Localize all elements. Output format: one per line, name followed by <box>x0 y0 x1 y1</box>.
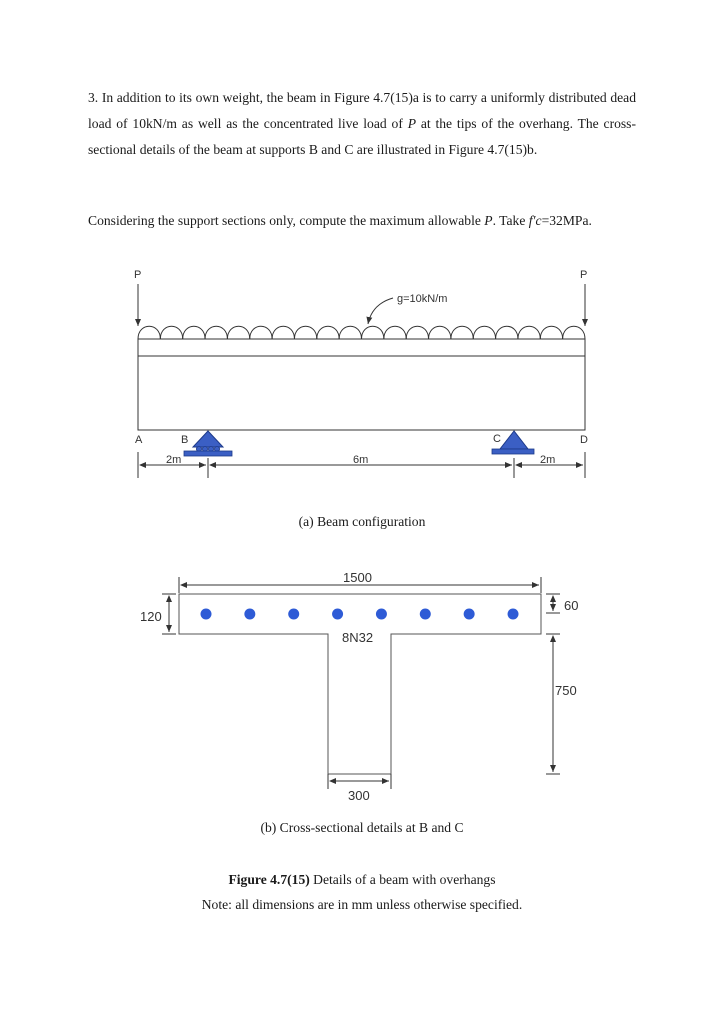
flange-thickness-dimension <box>162 594 176 634</box>
udl-arc <box>294 326 316 339</box>
point-d-label: D <box>580 434 588 446</box>
udl-arc <box>473 326 495 339</box>
question-text-2: . Take <box>492 213 529 228</box>
beam-figure-caption: (a) Beam configuration <box>298 514 426 529</box>
udl-arc <box>339 326 361 339</box>
udl-pointer <box>368 298 393 324</box>
problem-number: 3. <box>88 90 99 105</box>
rebar-dot <box>201 609 212 620</box>
rebar-dot <box>376 609 387 620</box>
rebar-dot <box>420 609 431 620</box>
udl-arc <box>384 326 406 339</box>
udl-arc <box>429 326 451 339</box>
udl-arc <box>406 326 428 339</box>
udl-arc <box>183 326 205 339</box>
udl-label: g=10kN/m <box>397 293 448 305</box>
udl-arc <box>362 326 384 339</box>
point-c-label: C <box>493 433 501 445</box>
dim-mid-label: 6m <box>353 454 369 466</box>
udl-arc <box>317 326 339 339</box>
rebar-dot <box>332 609 343 620</box>
web-width-label: 300 <box>348 788 370 803</box>
point-a-label: A <box>135 434 143 446</box>
udl-arc <box>518 326 540 339</box>
question-fc: f′c <box>528 213 542 228</box>
figure-caption <box>0 872 724 888</box>
question-var-p: P <box>484 213 493 228</box>
udl-arc <box>138 326 160 339</box>
udl-arc <box>272 326 294 339</box>
rebar-dot <box>244 609 255 620</box>
rebar-dot <box>464 609 475 620</box>
dim-left-label: 2m <box>166 454 182 466</box>
support-b-roller <box>184 431 232 456</box>
udl-arc <box>250 326 272 339</box>
web-depth-dimension <box>546 634 560 774</box>
flange-thickness-label: 120 <box>140 609 162 624</box>
beam-top-band <box>138 339 585 356</box>
udl-load-arcs <box>138 326 585 339</box>
problem-text-1: In addition to its own weight, the beam in Figure 4.7(15)a is to carry a uniformly distributed dead load of 10kN/m as well as the concentrated live load of <box>88 90 636 131</box>
bar-label: 8N32 <box>342 630 374 645</box>
flange-width-label: 1500 <box>343 570 372 585</box>
udl-arc <box>160 326 182 339</box>
beam-configuration-diagram <box>0 260 724 490</box>
web-depth-label: 750 <box>555 683 577 698</box>
t-section-outline <box>179 594 541 774</box>
problem-text-2: at the tips of the overhang. The cross-sectional details of the beam at supports B and C are illustrated in Figure 4.7(15)b. <box>88 116 636 157</box>
problem-var-p: P <box>407 116 416 131</box>
udl-arc <box>227 326 249 339</box>
rebar-dot <box>288 609 299 620</box>
figure-caption-title: Details of a beam with overhangs <box>309 872 496 887</box>
udl-arc <box>205 326 227 339</box>
figure-caption-label: Figure 4.7(15) <box>228 872 310 887</box>
question-text-3: =32MPa. <box>541 213 592 228</box>
beam-body <box>138 356 585 430</box>
udl-arc <box>563 326 585 339</box>
dim-right-label: 2m <box>540 454 556 466</box>
load-p-left-label: P <box>134 269 142 281</box>
udl-arc <box>451 326 473 339</box>
section-figure-caption: (b) Cross-sectional details at B and C <box>260 820 464 835</box>
udl-arc <box>540 326 562 339</box>
rebar-dot <box>508 609 519 620</box>
point-b-label: B <box>181 434 189 446</box>
question-text-1: Considering the support sections only, compute the maximum allowable <box>88 213 485 228</box>
udl-arc <box>496 326 518 339</box>
cover-depth-dimension <box>546 594 560 613</box>
cross-section-diagram <box>0 565 724 805</box>
load-p-right-label: P <box>580 269 588 281</box>
problem-paragraph <box>88 85 636 163</box>
question-paragraph <box>88 208 636 234</box>
web-width-dimension <box>328 774 391 789</box>
dimension-note: Note: all dimensions are in mm unless otherwise specified. <box>201 897 523 912</box>
cover-depth-label: 60 <box>564 598 579 613</box>
